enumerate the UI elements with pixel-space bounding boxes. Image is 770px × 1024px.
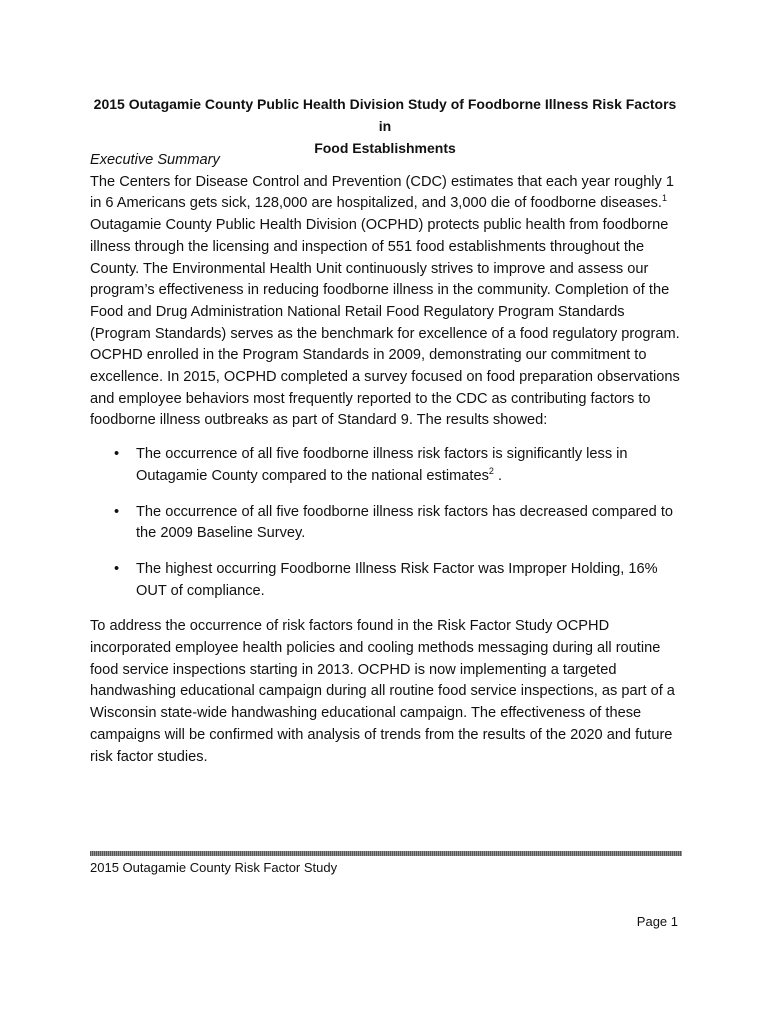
title-line-2: Food Establishments [314,140,456,156]
footnote-ref-1: 1 [661,193,667,204]
bullet-text: The occurrence of all five foodborne illness risk factors has decreased compared to the 2009 Baseline Survey. [136,503,673,542]
executive-summary-section [90,150,680,768]
bullet-icon: • [114,446,120,463]
intro-paragraph [90,172,680,432]
footnote-ref-2: 2 [488,465,494,476]
list-item [90,502,680,545]
closing-paragraph: To address the occurrence of risk factors found in the Risk Factor Study OCPHD incorporated employee health policies and cooling methods messaging during all routine food service inspections starting in 2013. OCPHD is now implementing a targeted handwashing educational campaign during all routine food service inspections, as part of a Wisconsin state-wide handwashing educational campaign. The effectiveness of these campaigns will be confirmed with analysis of trends from the results of the 2020 and future risk factor studies. [90,618,675,765]
bullet-text: The highest occurring Foodborne Illness Risk Factor was Improper Holding, 16% OUT of compliance. [136,560,658,599]
bullet-tail: . [493,467,503,484]
footer-title: 2015 Outagamie County Risk Factor Study [90,860,338,875]
page-number: Page 1 [636,914,678,929]
bullet-icon: • [114,560,120,577]
footer-divider [90,851,682,856]
intro-text-part1: The Centers for Disease Control and Prevention (CDC) estimates that each year roughly 1 in 6 Americans gets sick, 128,000 are hospitalized, and 3,000 die of foodborne diseases. [90,173,675,212]
results-list [90,444,680,602]
list-item [90,444,680,487]
bullet-text: The occurrence of all five foodborne illness risk factors is significantly less in Outagamie County compared to the national estimates [136,446,628,484]
list-item [90,559,680,602]
title-line-1: 2015 Outagamie County Public Health Division Study of Foodborne Illness Risk Factors in [93,96,677,134]
bullet-icon: • [114,503,120,520]
section-heading: Executive Summary [90,152,220,168]
intro-text-part2: Outagamie County Public Health Division (OCPHD) protects public health from foodborne illness through the licensing and inspection of 551 food establishments throughout the County. The Environmental Health Unit continuously strives to improve and assess our program’s effectiveness in reducing foodborne illness in the community. Completion of the Food and Drug Administration National Retail Food Regulatory Program Standards (Program Standards) serves as the benchmark for excellence of a food regulatory program. OCPHD enrolled in the Program Standards in 2009, demonstrating our commitment to excellence. In 2015, OCPHD completed a survey focused on food preparation observations and employee behaviors most frequently reported to the CDC as contributing factors to foodborne illness outbreaks as part of Standard 9. The results showed: [90,217,680,429]
